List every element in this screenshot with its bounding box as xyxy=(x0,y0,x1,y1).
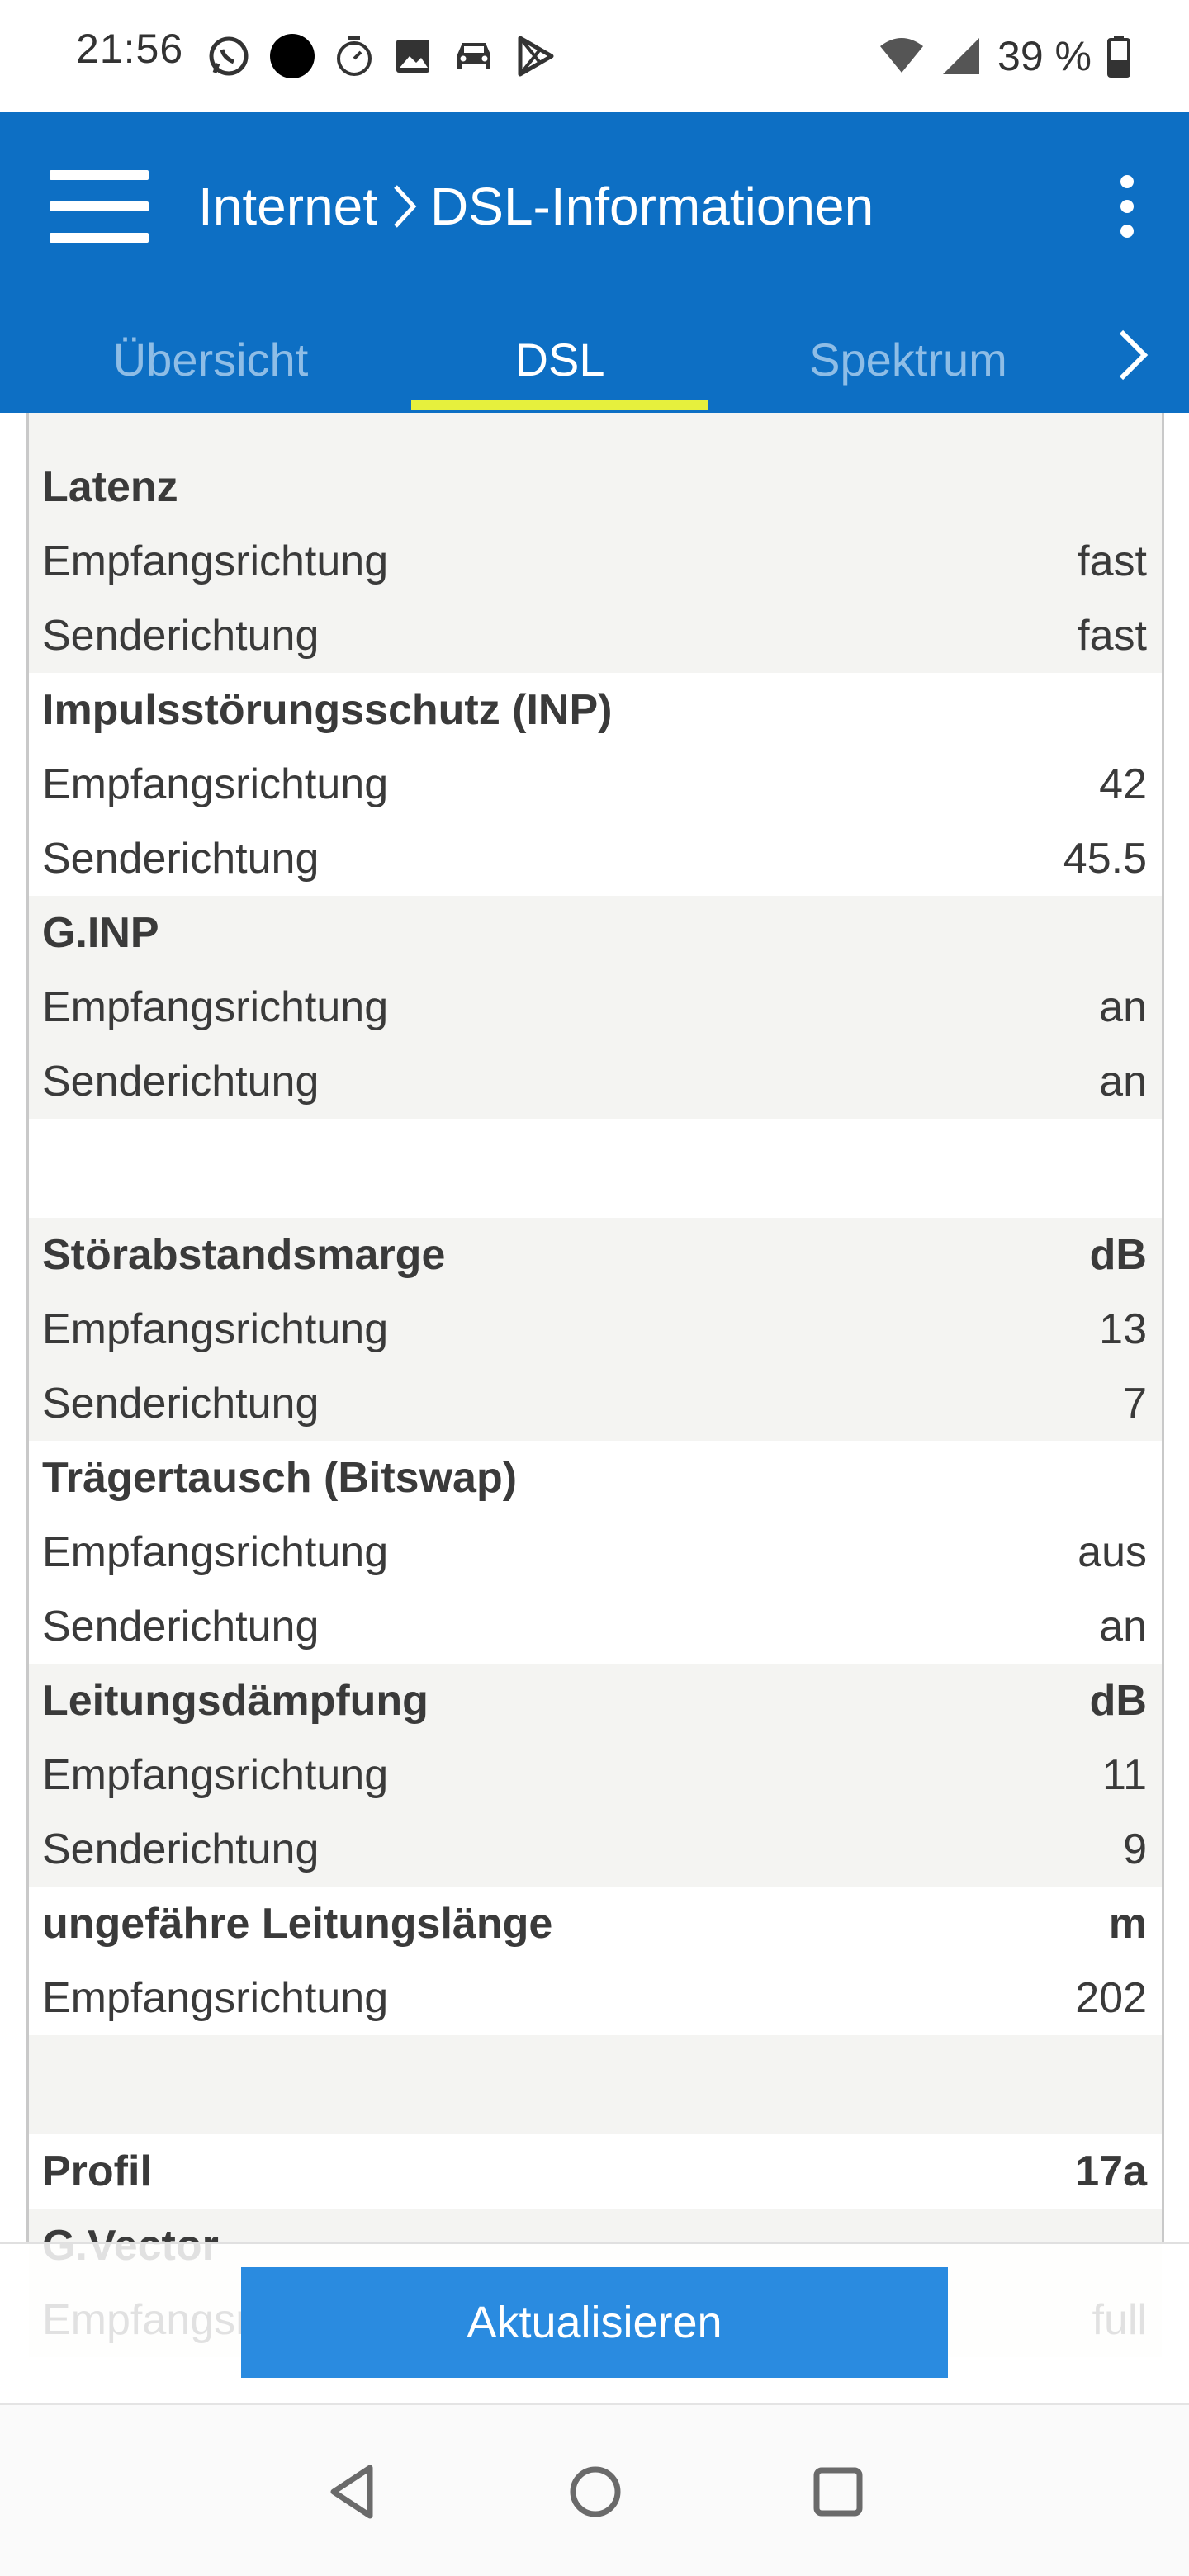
page-title: DSL-Informationen xyxy=(430,177,874,236)
status-bar xyxy=(0,0,1189,112)
row-value: 42 xyxy=(1099,760,1147,808)
row-label: Empfangsrichtung xyxy=(42,983,389,1031)
signal-icon xyxy=(940,35,983,78)
row-unit: dB xyxy=(1089,1231,1147,1279)
row-label: Senderichtung xyxy=(42,1825,320,1873)
more-vert-dot xyxy=(1120,200,1134,213)
row-title: Leitungsdämpfung xyxy=(42,1677,429,1725)
row-title: Trägertausch (Bitswap) xyxy=(42,1454,518,1502)
table-row xyxy=(29,1044,1162,1119)
row-value: aus xyxy=(1078,1528,1147,1576)
row-value: 45.5 xyxy=(1063,835,1147,883)
row-value: 11 xyxy=(1102,1751,1147,1799)
row-unit: m xyxy=(1108,1900,1147,1948)
row-label: Empfangsrichtung xyxy=(42,1974,389,2022)
row-value: an xyxy=(1099,1058,1147,1106)
play-store-icon xyxy=(515,35,555,78)
tab-bar xyxy=(0,305,1189,413)
section-header-bitswap xyxy=(29,1441,1162,1515)
back-triangle-icon xyxy=(319,2455,393,2529)
row-value: 9 xyxy=(1123,1825,1147,1873)
car-icon xyxy=(451,36,497,76)
section-header-profile xyxy=(29,2134,1162,2209)
row-value: 17a xyxy=(1075,2147,1147,2195)
row-label: Senderichtung xyxy=(42,612,320,660)
more-vert-icon xyxy=(1120,175,1134,188)
row-value: 7 xyxy=(1123,1380,1147,1428)
menu-button[interactable] xyxy=(45,165,152,248)
more-vert-dot xyxy=(1120,225,1134,238)
row-label: Senderichtung xyxy=(42,1603,320,1650)
section-header-latency xyxy=(29,450,1162,524)
more-options-button[interactable] xyxy=(1106,173,1148,239)
table-row xyxy=(29,1292,1162,1366)
table-row xyxy=(29,1738,1162,1812)
row-title: Störabstandsmarge xyxy=(42,1231,446,1279)
back-button[interactable] xyxy=(319,2455,393,2529)
row-title: ungefähre Leitungslänge xyxy=(42,1900,553,1948)
table-row xyxy=(29,1515,1162,1589)
table-row xyxy=(29,1961,1162,2035)
table-row xyxy=(29,970,1162,1044)
timer-icon xyxy=(334,34,375,78)
row-label: Senderichtung xyxy=(42,835,320,883)
row-label: Empfangsrichtung xyxy=(42,1305,389,1353)
tab-dsl[interactable]: DSL xyxy=(514,333,605,386)
row-label: Empfangsrichtung xyxy=(42,760,389,808)
recents-button[interactable] xyxy=(801,2455,875,2529)
row-value: 13 xyxy=(1099,1305,1147,1353)
notification-icons xyxy=(206,30,555,83)
menu-icon-line xyxy=(50,233,149,243)
table-row xyxy=(29,747,1162,822)
row-title: Impulsstörungsschutz (INP) xyxy=(42,686,613,734)
row-label: Senderichtung xyxy=(42,1380,320,1428)
navigation-bar xyxy=(0,2403,1189,2576)
row-value: an xyxy=(1099,1603,1147,1650)
table-spacer xyxy=(29,2035,1162,2134)
table-top-strip xyxy=(29,413,1162,450)
chevron-right-icon xyxy=(1103,322,1161,388)
recents-square-icon xyxy=(801,2455,875,2529)
section-header-inp xyxy=(29,673,1162,747)
wifi-icon xyxy=(879,36,925,76)
row-title: Latenz xyxy=(42,463,178,511)
breadcrumb-parent[interactable]: Internet xyxy=(198,177,378,236)
tab-spectrum[interactable]: Spektrum xyxy=(809,333,1007,386)
row-label: Empfangsrichtung xyxy=(42,1528,389,1576)
row-label: Empfangsrichtung xyxy=(42,1751,389,1799)
table-row xyxy=(29,822,1162,896)
tab-overview[interactable]: Übersicht xyxy=(112,333,309,386)
row-value: fast xyxy=(1078,537,1147,585)
row-title: G.INP xyxy=(42,909,159,957)
section-header-line-length xyxy=(29,1887,1162,1961)
whatsapp-icon xyxy=(206,34,251,78)
row-value: fast xyxy=(1078,612,1147,660)
table-spacer xyxy=(29,1119,1162,1218)
table-row xyxy=(29,599,1162,673)
status-time: 21:56 xyxy=(76,26,184,72)
system-icons xyxy=(879,30,1131,83)
table-row xyxy=(29,524,1162,599)
table-row xyxy=(29,1589,1162,1664)
row-title: Profil xyxy=(42,2147,152,2195)
row-value: an xyxy=(1099,983,1147,1031)
battery-icon xyxy=(1106,34,1131,78)
update-button[interactable]: Aktualisieren xyxy=(241,2267,948,2378)
menu-icon xyxy=(50,170,149,180)
section-header-ginp xyxy=(29,896,1162,970)
image-icon xyxy=(393,36,433,76)
dsl-info-table[interactable] xyxy=(26,413,1164,2242)
dot-icon xyxy=(269,33,315,79)
home-button[interactable] xyxy=(558,2455,632,2529)
table-row xyxy=(29,1812,1162,1887)
chevron-right-icon xyxy=(392,183,417,230)
battery-percentage: 39 % xyxy=(997,33,1092,79)
section-header-attenuation xyxy=(29,1664,1162,1738)
tabs-next-button[interactable] xyxy=(1103,322,1161,388)
row-label: Senderichtung xyxy=(42,1058,320,1106)
menu-icon-line xyxy=(50,201,149,211)
active-tab-indicator xyxy=(411,400,708,410)
home-circle-icon xyxy=(558,2455,632,2529)
breadcrumb xyxy=(198,172,874,241)
table-row xyxy=(29,1366,1162,1441)
row-label: Empfangsrichtung xyxy=(42,537,389,585)
section-header-snr xyxy=(29,1218,1162,1292)
row-value: 202 xyxy=(1075,1974,1147,2022)
row-unit: dB xyxy=(1089,1677,1147,1725)
